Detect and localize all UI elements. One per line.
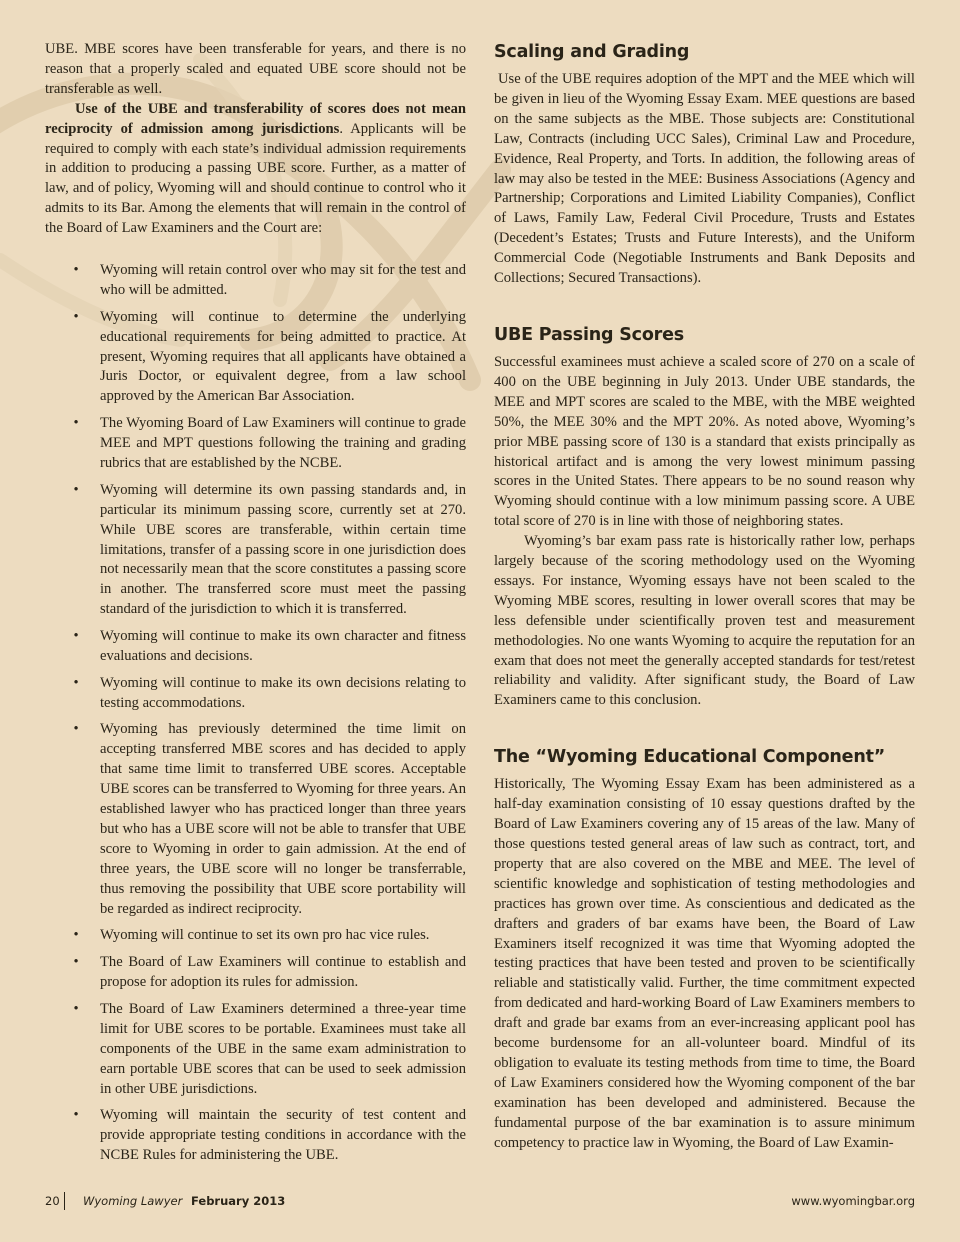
publication-name: Wyoming Lawyer [83,1194,183,1208]
list-item [45,1106,466,1166]
bullet-icon: • [73,481,79,498]
page-number: 20 [45,1194,60,1208]
list-item-text: Wyoming has previously determined the time limit on accepting transferred MBE scores and has decided to apply that same time limit to transferred UBE scores. Acceptable UBE scores can be transferred to Wyoming for three years. An established lawyer who has practiced longer than three years but who has a UBE score will not be able to transfer that UBE score to Wyoming in order to gain admission. At the end of three years, the UBE score will no longer be transferrable, thus removing the possibility that UBE score portability will be regarded as indirect reciprocity. [100,721,466,917]
list-item-text: Wyoming will continue to determine the underlying educational requirements for being admitted to practice. At present, Wyoming requires that all applicants have obtained a Juris Doctor, or equivalent degree, from a law school approved by the American Bar Association. [100,308,466,405]
reciprocity-text: . Applicants will be required to comply with each state’s individual admission requirements in addition to producing a passing UBE score. Further, as a matter of law, and of policy, Wyoming will and should continue to control who it admits to its Bar. Among the elements that will remain in the control of the Board of Law Examiners and the Court are: [45,120,466,237]
list-item [45,674,466,714]
pass-rate-paragraph: Wyoming’s bar exam pass rate is historically rather low, perhaps largely because of the scoring methodology used on the Wyoming essays. For instance, Wyoming essays have not been scaled to the Wyoming MBE scores, resulting in lower overall scores that may be less defensible under scientifically proven test and measurement methodologies. No one wants Wyoming to acquire the reputation for an exam that does not meet the generally accepted standards for test/retest reliability and validity. After significant study, the Board of Law Examiners came to this conclusion. [494,533,915,709]
bullet-icon: • [73,262,79,279]
list-item-text: The Wyoming Board of Law Examiners will continue to grade MEE and MPT questions following the training and grading rubrics that are established by the NCBE. [100,415,466,471]
list-item-text: The Board of Law Examiners determined a three-year time limit for UBE scores to be portable. Examinees must take all components of the UBE in the same exam administration to earn portable UBE scores that can be used to seek admission in other UBE jurisdictions. [100,1000,466,1097]
reciprocity-lead: Use of the UBE and transferability of scores does not mean reciprocity of admission among jurisdictions [45,100,466,137]
list-item-text: Wyoming will continue to set its own pro hac vice rules. [100,927,430,944]
list-item [45,481,466,620]
bullet-icon: • [73,674,79,691]
issue-date: February 2013 [191,1194,286,1208]
website-link[interactable]: www.wyomingbar.org [791,1194,915,1208]
list-item-text: Wyoming will continue to make its own character and fitness evaluations and decisions. [100,628,466,664]
reciprocity-paragraph [45,100,466,239]
bullet-icon: • [73,721,79,738]
list-item-text: Wyoming will determine its own passing standards and, in particular its minimum passing score, currently set at 270. While UBE scores are transferable, within certain time limitations, transfer of a passing score in one jurisdiction does not necessarily mean that the score constitutes a passing score in another. The transferred score must meet the passing standard of the jurisdiction to which it is transferred. [100,481,466,618]
list-item [45,261,466,301]
list-item [45,308,466,408]
heading-wyoming-educational-component: The “Wyoming Educational Component” [494,747,886,768]
list-item [45,1000,466,1100]
bullet-icon: • [73,1000,79,1017]
bullet-icon: • [73,308,79,325]
bullet-icon: • [73,954,79,971]
list-item [45,926,466,946]
footer-divider [64,1192,65,1210]
bullet-icon: • [73,415,79,432]
scaling-grading-paragraph: Use of the UBE requires adoption of the MPT and the MEE which will be given in lieu of the Wyoming Essay Exam. MEE questions are based on the same subjects as the MBE. Those subjects are: Constitutional Law, Contracts (including UCC Sales), Criminal Law and Procedure, Evidence, Real Property, and Torts. In addition, the following areas of law may also be tested in the MEE: Business Associations (Agency and Partnership; Corporations and Limited Liability Companies), Conflict of Laws, Family Law, Federal Civil Procedure, Trusts and Estates (Decedent’s Estates; Trusts and Future Interests), and the Uniform Commercial Code (Negotiable Instruments and Bank Deposits and Collections; Secured Transactions). [494,71,915,287]
right-column [494,40,915,1154]
list-item-text: Wyoming will retain control over who may sit for the test and who will be admitted. [100,262,466,298]
page-footer [45,1192,915,1212]
list-item-text: Wyoming will continue to make its own decisions relating to testing accommodations. [100,674,466,711]
list-item [45,414,466,474]
heading-scaling-grading: Scaling and Grading [494,42,690,62]
bullet-icon: • [73,1107,79,1124]
educational-component-paragraph: Historically, The Wyoming Essay Exam has been administered as a half-day examination consisting of 10 essay questions drafted by the Board of Law Examiners covering any of 15 areas of the law. Many of those questions tested general areas of law such as contract, tort, and property that are also covered on the MBE and MEE. The level of scientific knowledge and sophistication of testing methodologies and practices has grown over time. As conscientious and dedicated as the drafters and graders of bar exams have been, the Board of Law Examiners itself recognized it was time that Wyoming adopted the testing practices that have been tested and proven to be scientifically reliable and statistically valid. Further, the time commitment expected from dedicated and hard-working Board of Law Examiners members to draft and grade bar exams from an ever-increasing applicant pool has become burdensome for an all-volunteer board. Mindful of its obligation to evaluate its testing methods from time to time, the Board of Law Examiners considered how the Wyoming component of the bar examination has been developed and administered. Because the fundamental purpose of the bar examination is to assure minimum competency to practice law in Wyoming, the Board of Law Examin- [494,776,915,1151]
left-column [45,40,466,1173]
list-item [45,627,466,667]
bullet-icon: • [73,927,79,944]
list-item-text: The Board of Law Examiners will continue to establish and propose for adoption its rules for admission. [100,954,466,991]
intro-paragraph: UBE. MBE scores have been transferable for years, and there is no reason that a properly scaled and equated UBE score should not be transferable as well. [45,41,466,97]
list-item [45,720,466,919]
passing-scores-paragraph: Successful examinees must achieve a scaled score of 270 on a scale of 400 on the UBE beginning in July 2013. Under UBE standards, the MEE and MPT scores are scaled to the MBE, with the MBE weighted 50%, the MEE 30% and the MPT 20%. As noted above, Wyoming’s prior MBE passing score of 130 is a standard that exists principally as historical artifact and is among the very lowest minimum passing scores in the United States. There appears to be no sound reason why Wyoming should continue with a low minimum passing score. A UBE total score of 270 is in line with those of neighboring states. [494,353,915,530]
heading-ube-passing-scores: UBE Passing Scores [494,324,684,345]
bullet-icon: • [73,628,79,645]
list-item-text: Wyoming will maintain the security of test content and provide appropriate testing conditions in accordance with the NCBE Rules for administering the UBE. [100,1107,466,1164]
list-item [45,953,466,993]
control-elements-list [45,261,466,1166]
